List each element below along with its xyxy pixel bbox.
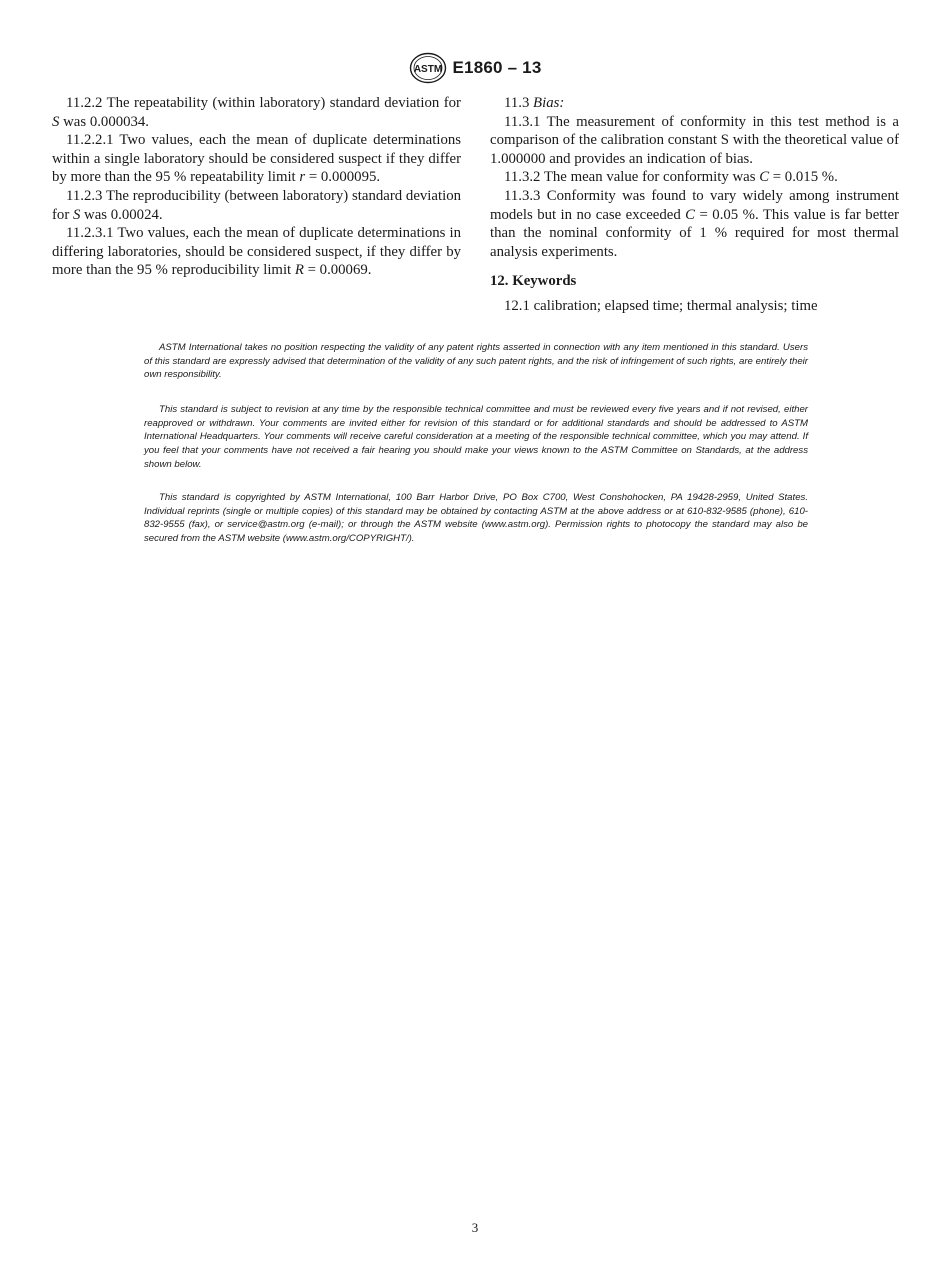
paragraph-11-3-1: 11.3.1 The measurement of conformity in this test method is a comparison of the calibration constant S with the theoretical value of 1.000000 and provides an indication of bias. [490, 113, 899, 167]
paragraph-11-2-2-1: 11.2.2.1 Two values, each the mean of duplicate determinations within a single laboratory should be considered suspect if they differ by more than the 95 % repeatability limit r = 0.000095. [52, 132, 461, 186]
revision-notice: This standard is subject to revision at any time by the responsible technical committee and must be reviewed every five years and if not revised, either reapproved or withdrawn. Your comments are invited either for revision of this standard or for additional standards and should be addressed to ASTM International Headquarters. Your comments will receive careful consideration at a meeting of the responsible technical committee, which you may attend. If you feel that your comments have not received a fair hearing you should make your views known to the ASTM Committee on Standards, at the address shown below. [144, 404, 808, 470]
paragraph-11-2-3-1: 11.2.3.1 Two values, each the mean of duplicate determinations in differing laboratories, should be considered suspect, if they differ by more than the 95 % reproducibility limit R = 0.00069. [52, 225, 461, 279]
copyright-notice: This standard is copyrighted by ASTM International, 100 Barr Harbor Drive, PO Box C700, West Conshohocken, PA 19428-2959, United States. Individual reprints (single or multiple copies) of this standard may be obtained by contacting ASTM at the above address or at 610-832-9585 (phone), 610-832-9555 (fax), or service@astm.org (e-mail); or through the ASTM website (www.astm.org). Permission rights to photocopy the standard may also be secured from the ASTM website (www.astm.org/COPYRIGHT/). [144, 492, 808, 545]
paragraph-11-3-3: 11.3.3 Conformity was found to vary widely among instrument models but in no case exceeded C = 0.05 %. This value is far better than the nominal conformity of 1 % required for most thermal analysis experiments. [490, 187, 899, 260]
paragraph-11-3: 11.3 Bias: [504, 95, 565, 111]
patent-notice: ASTM International takes no position respecting the validity of any patent rights asserted in connection with any item mentioned in this standard. Users of this standard are expressly advised that determination of the validity of any such patent rights, and the risk of infringement of such rights, are entirely their own responsibility. [144, 342, 808, 381]
page-header [0, 52, 950, 84]
keywords-heading: 12. Keywords [490, 273, 577, 290]
astm-logo-text: ASTM [413, 64, 442, 75]
right-column [490, 94, 899, 316]
document-designation: E1860 – 13 [452, 58, 542, 77]
paragraph-12-1: 12.1 calibration; elapsed time; thermal analysis; time [504, 297, 818, 314]
left-column [52, 94, 461, 280]
paragraph-11-2-3: 11.2.3 The reproducibility (between laboratory) standard deviation for S was 0.00024. [52, 187, 461, 223]
astm-logo [409, 52, 447, 84]
paragraph-11-2-2: 11.2.2 The repeatability (within laboratory) standard deviation for S was 0.000034. [52, 95, 461, 130]
paragraph-11-3-2: 11.3.2 The mean value for conformity was C = 0.015 %. [504, 169, 838, 186]
page-number: 3 [471, 1220, 479, 1235]
